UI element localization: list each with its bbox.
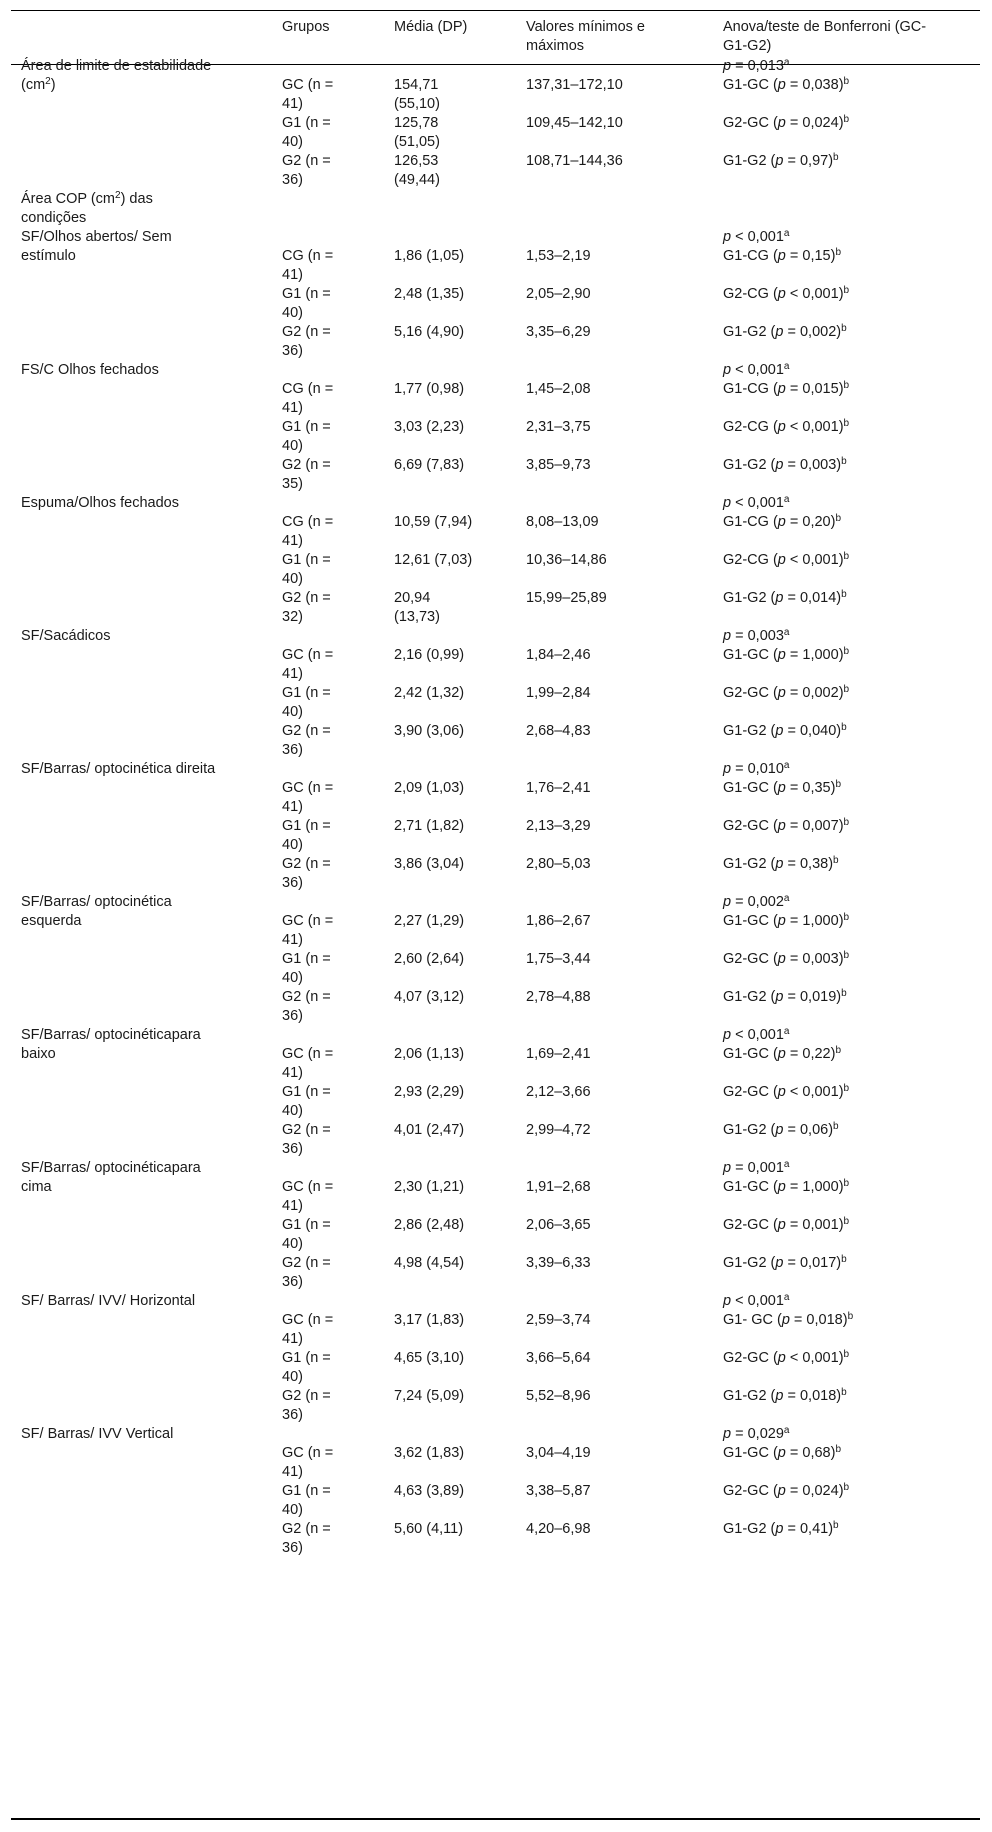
bonferroni-cell: G1-GC (p = 1,000)$^b$ (723, 1178, 850, 1195)
bonferroni-cell: G2-CG (p < 0,001)$^b$ (723, 418, 850, 435)
group-cell: G2 (n = 36) (282, 153, 331, 188)
header-mean: Média (DP) (394, 19, 468, 35)
range-cell: 3,38–5,87 (526, 1483, 591, 1499)
bonferroni-cell: G2-GC (p = 0,007)$^b$ (723, 817, 850, 834)
group-cell: CG (n = 41) (282, 514, 334, 549)
bonferroni-cell: G1-CG (p = 0,15)$^b$ (723, 247, 842, 264)
group-cell: G1 (n = 40) (282, 818, 331, 853)
bonferroni-cell: G1- GC (p = 0,018)$^b$ (723, 1311, 854, 1328)
bonferroni-cell: G1-G2 (p = 0,017)$^b$ (723, 1254, 847, 1271)
overall-p-value: p < 0,001$^a$ (723, 494, 790, 511)
bonferroni-cell: G1-GC (p = 0,038)$^b$ (723, 76, 850, 93)
header-groups: Grupos (282, 19, 330, 35)
condition-label: SF/Barras/ optocinéticapara cima (21, 1160, 201, 1195)
mean-sd-cell: 3,62 (1,83) (394, 1445, 465, 1461)
range-cell: 1,91–2,68 (526, 1179, 591, 1195)
mean-sd-cell: 154,71 (55,10) (394, 77, 440, 112)
bonferroni-cell: G1-CG (p = 0,20)$^b$ (723, 513, 842, 530)
range-cell: 2,59–3,74 (526, 1312, 591, 1328)
mean-sd-cell: 2,71 (1,82) (394, 818, 465, 834)
mean-sd-cell: 12,61 (7,03) (394, 552, 473, 568)
bonferroni-cell: G1-GC (p = 0,22)$^b$ (723, 1045, 842, 1062)
bonferroni-cell: G1-G2 (p = 0,019)$^b$ (723, 988, 847, 1005)
overall-p-value: p < 0,001$^a$ (723, 1026, 790, 1043)
range-cell: 109,45–142,10 (526, 115, 623, 131)
bonferroni-cell: G1-CG (p = 0,015)$^b$ (723, 380, 850, 397)
table-top-rule (11, 10, 980, 11)
range-cell: 2,99–4,72 (526, 1122, 591, 1138)
group-cell: G2 (n = 36) (282, 1255, 331, 1290)
range-cell: 2,68–4,83 (526, 723, 591, 739)
group-cell: G1 (n = 40) (282, 115, 331, 150)
mean-sd-cell: 5,60 (4,11) (394, 1521, 464, 1537)
group-cell: GC (n = 41) (282, 1312, 334, 1347)
range-cell: 1,86–2,67 (526, 913, 591, 929)
range-cell: 2,80–5,03 (526, 856, 591, 872)
bonferroni-cell: G2-GC (p < 0,001)$^b$ (723, 1349, 850, 1366)
bonferroni-cell: G2-CG (p < 0,001)$^b$ (723, 285, 850, 302)
range-cell: 1,99–2,84 (526, 685, 591, 701)
bonferroni-cell: G2-GC (p = 0,024)$^b$ (723, 114, 850, 131)
group-cell: G2 (n = 36) (282, 856, 331, 891)
condition-label: SF/Barras/ optocinética esquerda (21, 894, 172, 929)
header-test: Anova/teste de Bonferroni (GC- G1-G2) (723, 19, 927, 54)
range-cell: 3,66–5,64 (526, 1350, 591, 1366)
range-cell: 2,31–3,75 (526, 419, 591, 435)
overall-p-value: p = 0,029$^a$ (723, 1425, 790, 1442)
range-cell: 1,75–3,44 (526, 951, 591, 967)
group-cell: GC (n = 41) (282, 913, 334, 948)
group-cell: CG (n = 41) (282, 381, 334, 416)
range-cell: 8,08–13,09 (526, 514, 599, 530)
group-cell: G1 (n = 40) (282, 419, 331, 454)
mean-sd-cell: 2,60 (2,64) (394, 951, 465, 967)
bonferroni-cell: G1-G2 (p = 0,002)$^b$ (723, 323, 847, 340)
group-cell: GC (n = 41) (282, 1445, 334, 1480)
range-cell: 3,35–6,29 (526, 324, 591, 340)
group-cell: GC (n = 41) (282, 780, 334, 815)
mean-sd-cell: 2,06 (1,13) (394, 1046, 465, 1062)
mean-sd-cell: 1,77 (0,98) (394, 381, 465, 397)
mean-sd-cell: 6,69 (7,83) (394, 457, 465, 473)
overall-p-value: p < 0,001$^a$ (723, 361, 790, 378)
bonferroni-cell: G1-GC (p = 1,000)$^b$ (723, 646, 850, 663)
mean-sd-cell: 4,63 (3,89) (394, 1483, 465, 1499)
overall-p-value: p = 0,013$^a$ (723, 57, 790, 74)
bonferroni-cell: G2-GC (p = 0,001)$^b$ (723, 1216, 850, 1233)
condition-label: SF/Olhos abertos/ Sem estímulo (21, 229, 172, 264)
mean-sd-cell: 125,78 (51,05) (394, 115, 440, 150)
bonferroni-cell: G1-G2 (p = 0,41)$^b$ (723, 1520, 839, 1537)
group-cell: GC (n = 41) (282, 77, 334, 112)
bonferroni-cell: G1-G2 (p = 0,97)$^b$ (723, 152, 839, 169)
bonferroni-cell: G1-GC (p = 0,35)$^b$ (723, 779, 842, 796)
range-cell: 2,78–4,88 (526, 989, 591, 1005)
group-cell: G2 (n = 36) (282, 1521, 331, 1556)
group-cell: G2 (n = 36) (282, 723, 331, 758)
range-cell: 10,36–14,86 (526, 552, 607, 568)
group-cell: G1 (n = 40) (282, 286, 331, 321)
group-cell: G1 (n = 40) (282, 1483, 331, 1518)
condition-label: FS/C Olhos fechados (21, 362, 159, 378)
condition-label: SF/Barras/ optocinética direita (21, 761, 216, 777)
mean-sd-cell: 2,42 (1,32) (394, 685, 465, 701)
range-cell: 1,76–2,41 (526, 780, 591, 796)
group-cell: G1 (n = 40) (282, 552, 331, 587)
mean-sd-cell: 3,90 (3,06) (394, 723, 465, 739)
mean-sd-cell: 2,48 (1,35) (394, 286, 465, 302)
table-bottom-rule (11, 1818, 980, 1820)
bonferroni-cell: G1-G2 (p = 0,014)$^b$ (723, 589, 847, 606)
mean-sd-cell: 4,98 (4,54) (394, 1255, 465, 1271)
bonferroni-cell: G2-CG (p < 0,001)$^b$ (723, 551, 850, 568)
mean-sd-cell: 20,94 (13,73) (394, 590, 440, 625)
range-cell: 2,05–2,90 (526, 286, 591, 302)
group-cell: CG (n = 41) (282, 248, 334, 283)
bonferroni-cell: G1-G2 (p = 0,06)$^b$ (723, 1121, 839, 1138)
range-cell: 137,31–172,10 (526, 77, 623, 93)
overall-p-value: p = 0,001$^a$ (723, 1159, 790, 1176)
mean-sd-cell: 10,59 (7,94) (394, 514, 473, 530)
mean-sd-cell: 3,03 (2,23) (394, 419, 465, 435)
bonferroni-cell: G1-GC (p = 1,000)$^b$ (723, 912, 850, 929)
range-cell: 1,69–2,41 (526, 1046, 591, 1062)
group-cell: G2 (n = 35) (282, 457, 331, 492)
condition-label: Espuma/Olhos fechados (21, 495, 179, 511)
group-cell: G2 (n = 36) (282, 1388, 331, 1423)
group-cell: G2 (n = 32) (282, 590, 331, 625)
group-cell: G2 (n = 36) (282, 989, 331, 1024)
condition-label: SF/ Barras/ IVV/ Horizontal (21, 1293, 196, 1309)
mean-sd-cell: 2,09 (1,03) (394, 780, 465, 796)
range-cell: 15,99–25,89 (526, 590, 607, 606)
group-cell: G1 (n = 40) (282, 951, 331, 986)
overall-p-value: p < 0,001$^a$ (723, 1292, 790, 1309)
mean-sd-cell: 7,24 (5,09) (394, 1388, 465, 1404)
bonferroni-cell: G1-G2 (p = 0,003)$^b$ (723, 456, 847, 473)
mean-sd-cell: 4,65 (3,10) (394, 1350, 465, 1366)
overall-p-value: p = 0,002$^a$ (723, 893, 790, 910)
mean-sd-cell: 3,17 (1,83) (394, 1312, 465, 1328)
condition-label: SF/Barras/ optocinéticapara baixo (21, 1027, 201, 1062)
range-cell: 1,53–2,19 (526, 248, 591, 264)
range-cell: 3,85–9,73 (526, 457, 591, 473)
bonferroni-cell: G2-GC (p = 0,024)$^b$ (723, 1482, 850, 1499)
overall-p-value: p = 0,003$^a$ (723, 627, 790, 644)
group-cell: GC (n = 41) (282, 1179, 334, 1214)
mean-sd-cell: 5,16 (4,90) (394, 324, 465, 340)
group-cell: G1 (n = 40) (282, 1217, 331, 1252)
range-cell: 4,20–6,98 (526, 1521, 591, 1537)
range-cell: 2,06–3,65 (526, 1217, 591, 1233)
group-cell: G1 (n = 40) (282, 1084, 331, 1119)
range-cell: 108,71–144,36 (526, 153, 623, 169)
overall-p-value: p = 0,010$^a$ (723, 760, 790, 777)
range-cell: 3,39–6,33 (526, 1255, 591, 1271)
bonferroni-cell: G1-G2 (p = 0,018)$^b$ (723, 1387, 847, 1404)
group-cell: G1 (n = 40) (282, 1350, 331, 1385)
mean-sd-cell: 4,07 (3,12) (394, 989, 465, 1005)
section-title: Área COP $(cm^2)$ das condições (21, 190, 153, 226)
mean-sd-cell: 2,30 (1,21) (394, 1179, 465, 1195)
header-range: Valores mínimos e máximos (526, 19, 645, 54)
range-cell: 2,13–3,29 (526, 818, 591, 834)
group-cell: GC (n = 41) (282, 647, 334, 682)
mean-sd-cell: 4,01 (2,47) (394, 1122, 465, 1138)
mean-sd-cell: 2,86 (2,48) (394, 1217, 465, 1233)
group-cell: GC (n = 41) (282, 1046, 334, 1081)
bonferroni-cell: G2-GC (p < 0,001)$^b$ (723, 1083, 850, 1100)
range-cell: 1,84–2,46 (526, 647, 591, 663)
group-cell: G2 (n = 36) (282, 1122, 331, 1157)
range-cell: 3,04–4,19 (526, 1445, 591, 1461)
bonferroni-cell: G2-GC (p = 0,002)$^b$ (723, 684, 850, 701)
bonferroni-cell: G1-GC (p = 0,68)$^b$ (723, 1444, 842, 1461)
mean-sd-cell: 1,86 (1,05) (394, 248, 465, 264)
mean-sd-cell: 2,16 (0,99) (394, 647, 465, 663)
group-cell: G2 (n = 36) (282, 324, 331, 359)
bonferroni-cell: G1-G2 (p = 0,040)$^b$ (723, 722, 847, 739)
mean-sd-cell: 2,27 (1,29) (394, 913, 465, 929)
range-cell: 5,52–8,96 (526, 1388, 591, 1404)
bonferroni-cell: G1-G2 (p = 0,38)$^b$ (723, 855, 839, 872)
group-cell: G1 (n = 40) (282, 685, 331, 720)
mean-sd-cell: 2,93 (2,29) (394, 1084, 465, 1100)
bonferroni-cell: G2-GC (p = 0,003)$^b$ (723, 950, 850, 967)
condition-label: Área de limite de estabilidade $(cm^2)$ (21, 58, 212, 93)
overall-p-value: p < 0,001$^a$ (723, 228, 790, 245)
range-cell: 2,12–3,66 (526, 1084, 591, 1100)
mean-sd-cell: 3,86 (3,04) (394, 856, 465, 872)
condition-label: SF/Sacádicos (21, 628, 111, 644)
range-cell: 1,45–2,08 (526, 381, 591, 397)
condition-label: SF/ Barras/ IVV Vertical (21, 1426, 174, 1442)
mean-sd-cell: 126,53 (49,44) (394, 153, 440, 188)
